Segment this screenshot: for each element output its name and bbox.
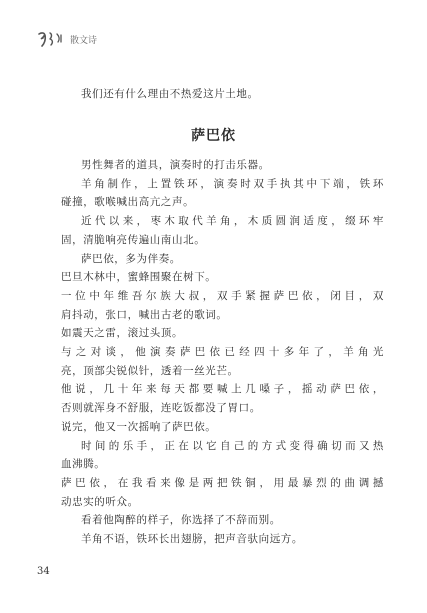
- body-line: 羊角不语，铁环长出翅膀，把声音驮向远方。: [81, 533, 303, 545]
- body-line: 近代以来，枣木取代羊角，木质圆润适度，缀环牢: [81, 215, 384, 228]
- body-line: 萨巴依，多为伴奏。: [81, 252, 181, 265]
- body-line: 动忠实的听众。: [61, 495, 139, 508]
- body-line: 男性舞者的道具，演奏时的打击乐器。: [81, 159, 270, 171]
- body-line: 说完，他又一次摇响了萨巴依。: [61, 420, 217, 433]
- body-line: 巴旦木林中，蜜蜂围聚在树下。: [61, 271, 217, 284]
- page-number: 34: [37, 566, 50, 577]
- body-line: 萨巴依，在我看来像是两把铁铜，用最暴烈的曲调撼: [61, 476, 384, 489]
- calligraphy-logo-icon: [37, 30, 67, 48]
- body-line: 肩抖动，张口，喊出古老的歌词。: [61, 308, 228, 321]
- body-line: 否则就浑身不舒服，连吃饭都没了胃口。: [61, 402, 261, 415]
- intro-line: 我们还有什么理由不热爱这片土地。: [81, 88, 259, 100]
- body-line: 与之对谈，他演奏萨巴依已经四十多年了，羊角光: [61, 346, 384, 358]
- body-line: 一位中年维吾尔族大叔，双手紧握萨巴依，闭目，双: [61, 289, 384, 302]
- section-label: 散文诗: [70, 36, 98, 46]
- body-line: 他说，几十年来每天都要喊上几嗓子，摇动萨巴依，: [61, 383, 384, 396]
- body-line: 如震天之雷，滚过头顶。: [61, 327, 184, 340]
- body-line: 时间的乐手，正在以它自己的方式变得确切而又热: [81, 439, 384, 452]
- article-title: 萨巴依: [191, 128, 236, 144]
- body-line: 看着他陶醉的样子，你选择了不辞而别。: [81, 514, 281, 527]
- body-line: 固，清脆响亮传遍山南山北。: [61, 233, 206, 246]
- body-line: 亮，顶部尖锐似针，透着一丝光芒。: [61, 364, 239, 377]
- body-line: 碰撞，歌喉喊出高亢之声。: [61, 196, 195, 209]
- body-line: 血沸腾。: [61, 458, 106, 471]
- body-line: 羊角制作，上置铁环，演奏时双手执其中下端，铁环: [81, 177, 384, 190]
